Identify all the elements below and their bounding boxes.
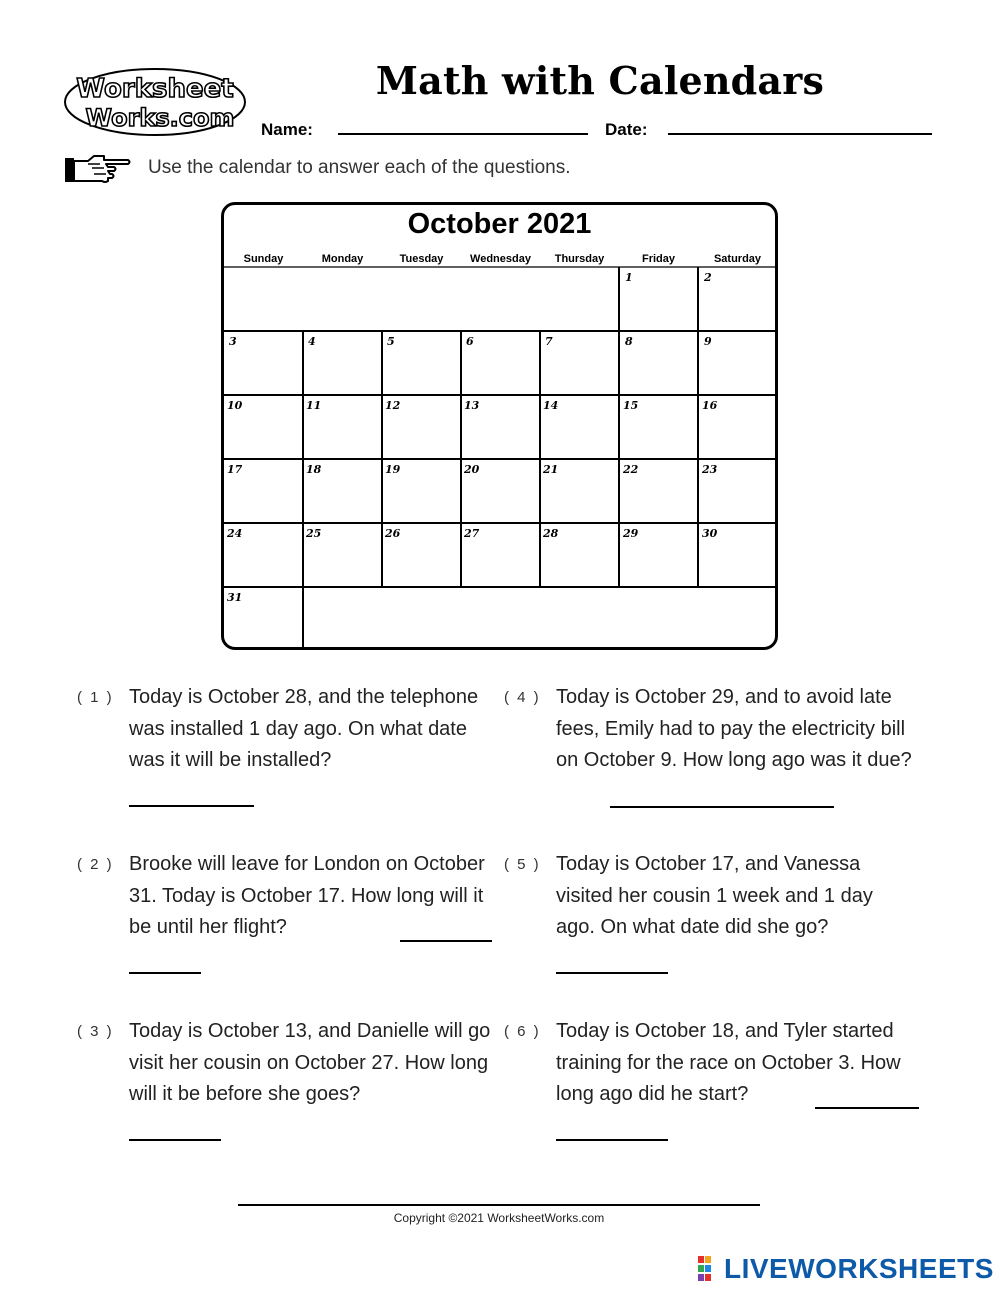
logo-line2: Works.com [85, 104, 235, 132]
calendar-day: 12 [385, 399, 401, 412]
answer-field-5[interactable] [556, 972, 668, 974]
calendar-day: 6 [466, 335, 474, 348]
calendar-day: 28 [543, 527, 559, 540]
answer-field-6-inline[interactable] [815, 1107, 919, 1109]
weekday-header: Tuesday [399, 253, 444, 265]
question-text: Brooke will leave for London on October 31. Today is October 17. How long will it be until her flight? [129, 853, 485, 938]
question-text: Today is October 18, and Tyler started training for the race on October 3. How long ago did he start? [556, 1020, 901, 1105]
weekday-header: Friday [641, 253, 675, 265]
calendar-day: 15 [623, 399, 639, 412]
calendar-day: 27 [464, 527, 480, 540]
date-label: Date: [605, 120, 648, 139]
calendar-day: 20 [464, 463, 480, 476]
calendar [221, 202, 778, 650]
calendar-day: 10 [227, 399, 243, 412]
question-text: Today is October 29, and to avoid late fees, Emily had to pay the electricity bill on October 9. How long ago was it due? [556, 686, 912, 771]
instruction-text: Use the calendar to answer each of the questions. [148, 157, 571, 178]
calendar-day: 3 [229, 335, 237, 348]
calendar-day: 26 [385, 527, 401, 540]
answer-field-1[interactable] [129, 805, 254, 807]
logo-line1: Worksheet [76, 74, 234, 104]
liveworksheets-logo-icon [698, 1256, 720, 1282]
footer-divider [238, 1204, 760, 1206]
page-title: Math with Calendars [375, 58, 825, 103]
weekday-header: Monday [321, 253, 364, 265]
answer-field-4[interactable] [610, 806, 834, 808]
calendar-grid [224, 205, 775, 647]
question-number: ( 2 ) [77, 856, 114, 873]
calendar-day: 24 [227, 527, 243, 540]
calendar-day: 17 [227, 463, 243, 476]
calendar-day: 18 [306, 463, 322, 476]
calendar-day: 22 [623, 463, 639, 476]
weekday-header: Thursday [554, 253, 605, 265]
pointing-hand-icon [64, 152, 132, 186]
calendar-day: 21 [543, 463, 559, 476]
calendar-day: 30 [702, 527, 718, 540]
question-text: Today is October 17, and Vanessa visited her cousin 1 week and 1 day ago. On what date did she go? [556, 853, 873, 938]
calendar-day: 23 [702, 463, 718, 476]
calendar-day: 8 [625, 335, 633, 348]
calendar-day: 11 [306, 399, 322, 412]
calendar-day: 2 [704, 271, 712, 284]
answer-field-2[interactable] [129, 972, 201, 974]
name-label: Name: [261, 120, 313, 139]
question-number: ( 3 ) [77, 1023, 114, 1040]
weekday-header: Saturday [713, 253, 762, 265]
calendar-day: 7 [545, 335, 553, 348]
answer-field-3[interactable] [129, 1139, 221, 1141]
calendar-day: 25 [306, 527, 322, 540]
question-number: ( 4 ) [504, 689, 541, 706]
question-number: ( 5 ) [504, 856, 541, 873]
answer-field-2-inline[interactable] [400, 940, 492, 942]
copyright-text: Copyright ©2021 WorksheetWorks.com [393, 1211, 605, 1225]
answer-field-6[interactable] [556, 1139, 668, 1141]
question-number: ( 6 ) [504, 1023, 541, 1040]
question-text: Today is October 13, and Danielle will go visit her cousin on October 27. How long will it be before she goes? [129, 1020, 491, 1105]
calendar-day: 9 [704, 335, 712, 348]
name-field[interactable] [338, 133, 588, 135]
calendar-day: 4 [308, 335, 316, 348]
calendar-day: 19 [385, 463, 401, 476]
calendar-title: October 2021 [407, 208, 592, 240]
calendar-day: 29 [623, 527, 639, 540]
liveworksheets-brand[interactable] [698, 1254, 994, 1284]
question-text: Today is October 28, and the telephone was installed 1 day ago. On what date was it will be installed? [129, 686, 479, 771]
calendar-day: 5 [387, 335, 395, 348]
calendar-day: 14 [543, 399, 559, 412]
question-number: ( 1 ) [77, 689, 114, 706]
weekday-header: Wednesday [470, 253, 531, 265]
worksheetworks-logo [62, 66, 248, 138]
calendar-day: 1 [625, 271, 633, 284]
calendar-day: 13 [464, 399, 480, 412]
date-field[interactable] [668, 133, 932, 135]
liveworksheets-text: LIVEWORKSHEETS [724, 1253, 994, 1284]
calendar-day: 31 [227, 591, 243, 604]
weekday-header: Sunday [243, 253, 284, 265]
calendar-day: 16 [702, 399, 718, 412]
